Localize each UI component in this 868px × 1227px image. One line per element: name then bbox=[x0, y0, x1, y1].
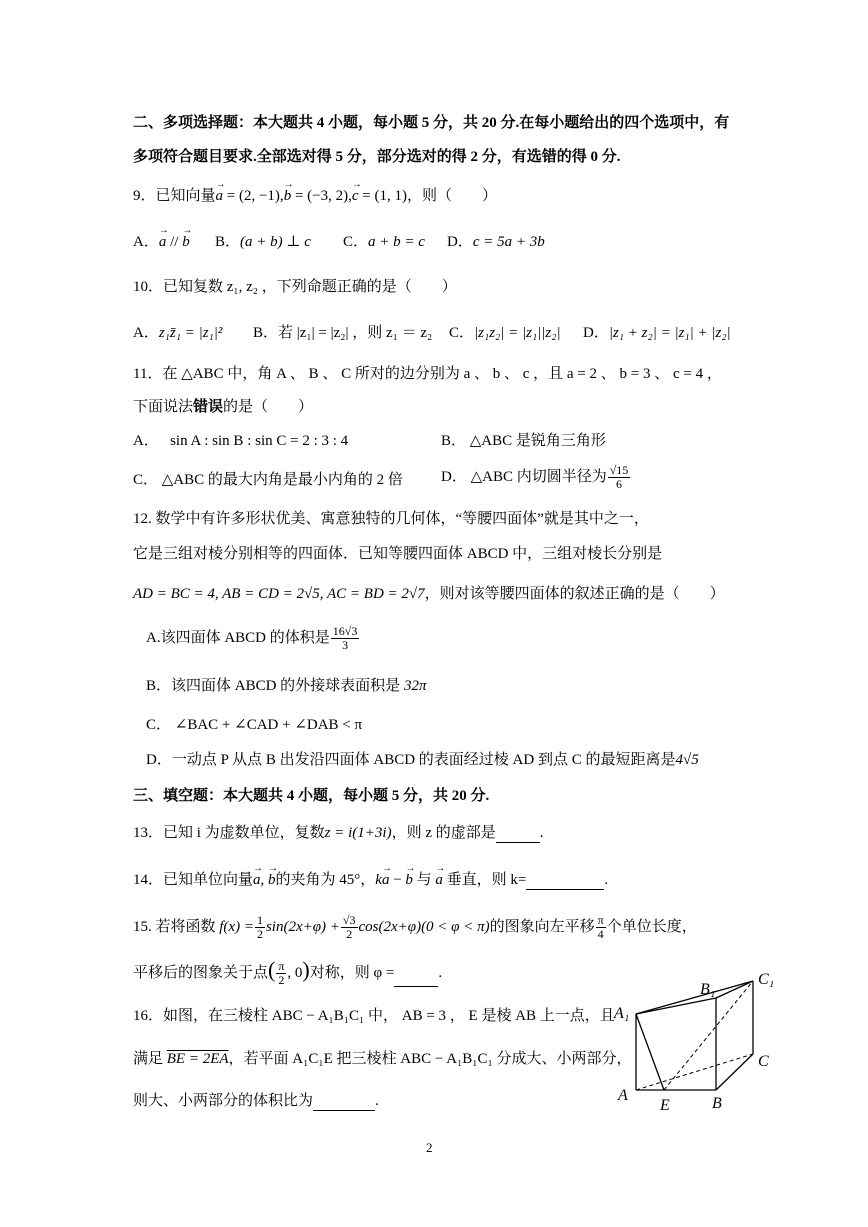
q15-answer-blank[interactable] bbox=[394, 986, 438, 987]
edge-a1c1 bbox=[636, 981, 753, 1014]
q14: 14．已知单位向量→ a, → b的夹角为 45°，k→ a − → b 与 → a 垂直，则 k= . bbox=[133, 870, 608, 890]
q16-line2: 满足 BE = 2EA，若平面 A₁C₁E 把三棱柱 ABC − A₁B₁C₁ 分成大、小两部分， bbox=[133, 1051, 632, 1067]
edge-a1b1 bbox=[636, 998, 716, 1014]
section2-heading-line1: 二、多项选择题：本大题共 4 小题，每小题 5 分，共 20 分.在每小题给出的四个选项中，有 bbox=[133, 115, 730, 131]
label-c: C bbox=[758, 1053, 769, 1070]
q16-answer-blank[interactable] bbox=[313, 1110, 375, 1111]
q9-option-a: A．→ a // → b bbox=[133, 232, 190, 252]
q12-stem-line2: 它是三组对棱分别相等的四面体．已知等腰四面体 ABCD 中，三组对棱长分别是 bbox=[133, 546, 663, 562]
q13: 13．已知 i 为虚数单位，复数z = i(1+3i)，则 z 的虚部是 . bbox=[133, 825, 544, 841]
q11-stem-line2: 下面说法错误的是（ ） bbox=[133, 399, 314, 415]
q12-option-b: B．该四面体 ABCD 的外接球表面积是 32π bbox=[146, 678, 427, 694]
q13-answer-blank[interactable] bbox=[496, 842, 540, 843]
q11-option-b: B． △ABC 是锐角三角形 bbox=[441, 433, 606, 449]
q9-stem: 9．已知向量→ a = (2, −1),→ b = (−3, 2),→ c = (1, 1)，则（ ） bbox=[133, 186, 497, 206]
label-c1: C₁ bbox=[758, 971, 775, 988]
q10-option-b: B．若 |z₁| = |z₂| ，则 z₁ ＝ z₂ bbox=[253, 325, 433, 341]
q11-stem-line1: 11．在 △ABC 中，角 A 、 B 、 C 所对的边分别为 a 、 b 、 c ，且 a = 2 、 b = 3 、 c = 4 ， bbox=[133, 366, 722, 382]
q14-answer-blank[interactable] bbox=[526, 889, 604, 890]
label-a: A bbox=[618, 1087, 628, 1104]
label-b1: B₁ bbox=[700, 981, 716, 998]
q9-option-d: D．c = 5a + 3b bbox=[447, 234, 545, 250]
prism-figure bbox=[608, 962, 784, 1114]
edge-bc bbox=[716, 1054, 753, 1090]
section3-heading: 三、填空题：本大题共 4 小题，每小题 5 分，共 20 分. bbox=[133, 788, 490, 804]
q15-line2: 平移后的图象关于点( $\frac{\pi}{2}$ , 0)对称，则 φ = . bbox=[133, 957, 443, 988]
q12-option-c: C． ∠BAC + ∠CAD + ∠DAB < π bbox=[146, 717, 363, 733]
label-b: B bbox=[712, 1095, 722, 1112]
edge-a1e bbox=[636, 1014, 664, 1090]
q11-option-c: C． △ABC 的最大内角是最小内角的 2 倍 bbox=[133, 472, 403, 488]
q9-option-b: B．(a + b) ⊥ c bbox=[215, 234, 311, 250]
edge-ac-hidden bbox=[636, 1054, 753, 1090]
label-e: E bbox=[660, 1097, 670, 1114]
q10-option-c: C．|z₁z₂| = |z₁||z₂| bbox=[449, 325, 561, 341]
q10-stem: 10．已知复数 z₁, z₂ ，下列命题正确的是（ ） bbox=[133, 279, 457, 295]
q10-option-d: D．|z₁ + z₂| = |z₁| + |z₂| bbox=[583, 325, 731, 341]
q12-stem-line1: 12. 数学中有许多形状优美、寓意独特的几何体，“等腰四面体”就是其中之一， bbox=[133, 511, 649, 527]
page-number: 2 bbox=[426, 1140, 433, 1155]
label-a1: A₁ bbox=[614, 1005, 630, 1022]
q12-option-d: D．一动点 P 从点 B 出发沿四面体 ABCD 的表面经过棱 AD 到点 C 的最短距离是4√5 bbox=[146, 752, 699, 768]
q9-option-c: C．a + b = c bbox=[343, 234, 425, 250]
q11-option-a: A． sin A : sin B : sin C = 2 : 3 : 4 bbox=[133, 433, 349, 449]
q16-line1: 16．如图，在三棱柱 ABC − A₁B₁C₁ 中， AB = 3 ， E 是棱 AB 上一点，且 bbox=[133, 1008, 615, 1024]
q10-option-a: A．z₁z̄₁ = |z₁|² bbox=[133, 325, 223, 341]
section2-heading-line2: 多项符合题目要求.全部选对得 5 分，部分选对的得 2 分，有选错的得 0 分. bbox=[133, 149, 621, 165]
q11-option-d: D． △ABC 内切圆半径为 $\frac{√15}{6}$ bbox=[441, 463, 629, 491]
q16-line3: 则大、小两部分的体积比为 . bbox=[133, 1093, 379, 1109]
q12-option-a: A.该四面体 ABCD 的体积是 $\frac{16√3}{3}$ bbox=[146, 624, 358, 652]
q15-line1: 15. 若将函数 f(x) = $\frac{1}{2}$ sin(2x+φ) + $\frac{√3}{2}$ cos(2x+φ)(0 < φ < π)的图象向左平移 $\frac{\pi}{4}$ 个单位长度， bbox=[133, 913, 697, 941]
q12-stem-line3: AD = BC = 4, AB = CD = 2√5, AC = BD = 2√7，则对该等腰四面体的叙述正确的是（ ） bbox=[133, 586, 725, 602]
